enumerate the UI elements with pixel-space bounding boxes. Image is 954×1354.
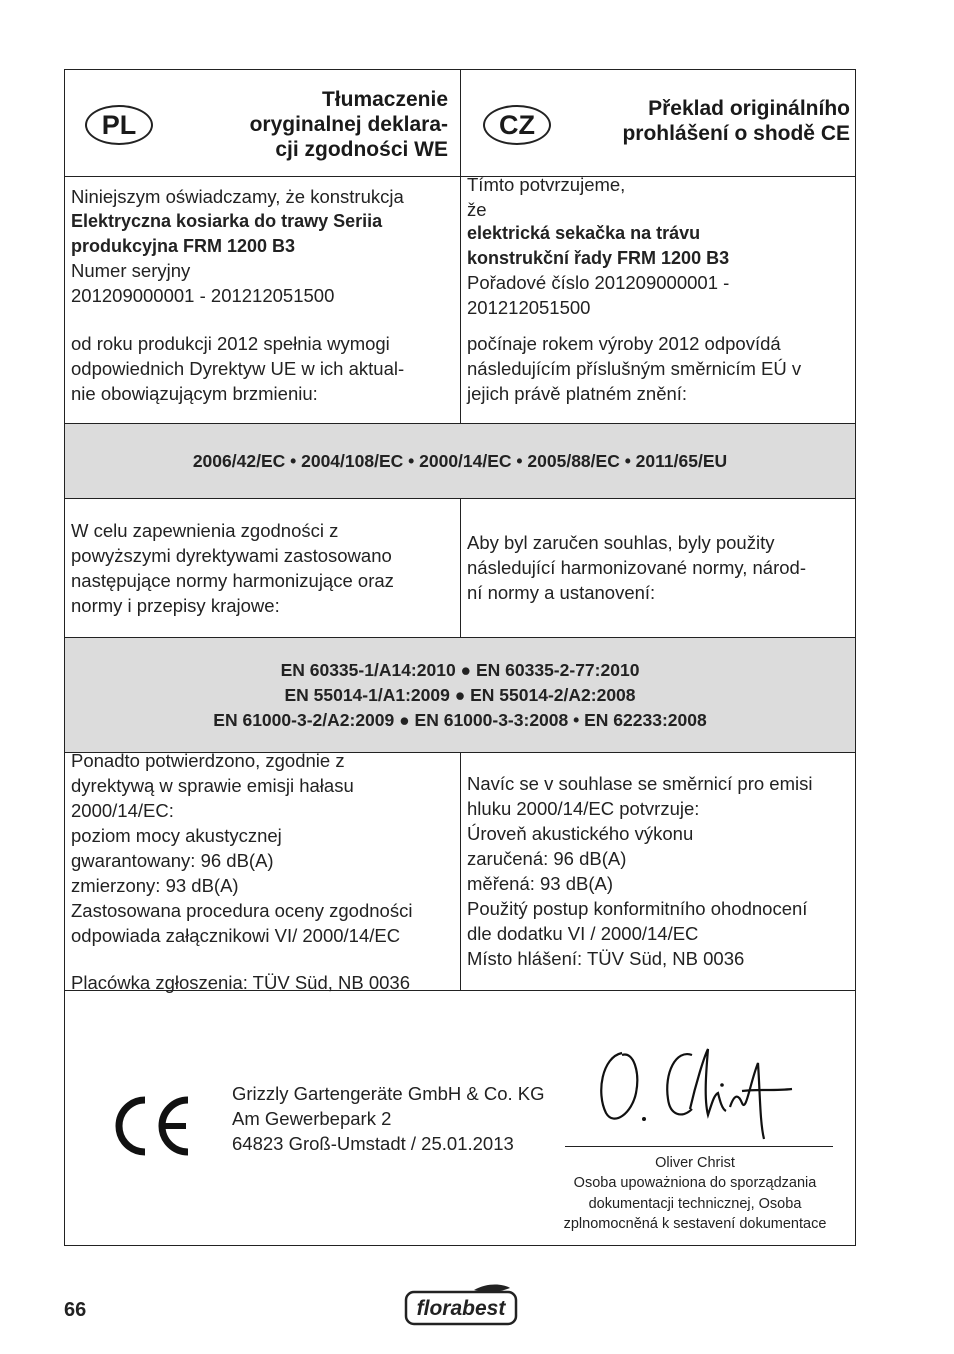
column-divider [460,69,461,423]
directives-list: 2006/42/EC • 2004/108/EC • 2000/14/EC • 2005/88/EC • 2011/65/EU [192,451,728,471]
pl-notified-body: Placówka zgłoszenia: TÜV Süd, NB 0036 [71,972,411,993]
cz-directives-text: počínaje rokem výroby 2012 odpovídá následujícím příslušným směrnicím EÚ v jejich právě platném znění: [467,333,802,404]
cz-product-name: elektrická sekačka na trávu konstrukční řady FRM 1200 B3 [467,223,730,268]
pl-standards-intro: W celu zapewnienia zgodności z powyższymi dyrektywami zastosowano następujące normy harmonizujące oraz normy i przepisy krajowe: [71,520,394,616]
cz-heading: Překlad originálního prohlášení o shodě CE [622,97,850,145]
svg-text:florabest: florabest [416,1297,506,1320]
cz-language-badge: CZ [483,105,551,145]
florabest-logo [404,1282,518,1328]
signature-image [592,1043,802,1143]
column-divider [460,752,461,990]
cz-noise-declaration: Navíc se v souhlase se směrnicí pro emisi hluku 2000/14/EC potvrzuje: Úroveň akustického výkonu zaručená: 96 dB(A) měřená: 93 dB(A) Použitý postup konformitního ohodnocení dle dodatku VI / 2000/14/EC Místo hlášení: TÜV Süd, NB 0036 [467,773,813,969]
pl-product-name: Elektryczna kosiarka do trawy Seriia produkcyjna FRM 1200 B3 [71,211,383,256]
standards-line: EN 60335-1/A14:2010 ● EN 60335-2-77:2010 [280,660,640,680]
signature-line [565,1146,833,1147]
cz-intro: Tímto potvrzujeme, že [467,174,626,220]
pl-intro: Niniejszym oświadczamy, że konstrukcja [71,186,404,207]
pl-serial: Numer seryjny 201209000001 - 201212051500 [71,260,335,306]
signer-name: Oliver Christ [655,1155,735,1171]
cz-standards-intro: Aby byl zaručen souhlas, byly použity následující harmonizované normy, národ- ní normy a ustanovení: [467,532,806,603]
divider [64,637,856,638]
pl-directives-text: od roku produkcji 2012 spełnia wymogi odpowiednich Dyrektyw UE w ich aktual- nie obowiązującym brzmieniu: [71,333,405,404]
pl-language-badge: PL [85,105,153,145]
standards-line: EN 55014-1/A1:2009 ● EN 55014-2/A2:2008 [284,685,636,705]
column-divider [460,498,461,637]
pl-heading: Tłumaczenie oryginalnej deklara- cji zgodności WE [249,88,448,161]
pl-noise-declaration: Ponadto potwierdzono, zgodnie z dyrektywą w sprawie emisji hałasu 2000/14/EC: poziom mocy akustycznej gwarantowany: 96 dB(A) zmierzony: 93 dB(A) Zastosowana procedura oceny zgodności odpowiada załącznikowi VI/ 2000/14/EC [71,750,413,946]
ce-mark-icon [108,1094,192,1158]
cz-serial: Pořadové číslo 201209000001 - 201212051500 [467,272,730,318]
signer-role: Osoba upoważniona do sporządzania dokumentacji technicznej, Osoba zplnomocněná k sestavení dokumentace [563,1175,827,1232]
standards-line: EN 61000-3-2/A2:2009 ● EN 61000-3-3:2008 • EN 62233:2008 [213,710,707,730]
page-number: 66 [64,1299,87,1321]
divider [64,423,856,424]
company-address: Grizzly Gartengeräte GmbH & Co. KG Am Gewerbepark 2 64823 Groß-Umstadt / 25.01.2013 [232,1083,545,1154]
